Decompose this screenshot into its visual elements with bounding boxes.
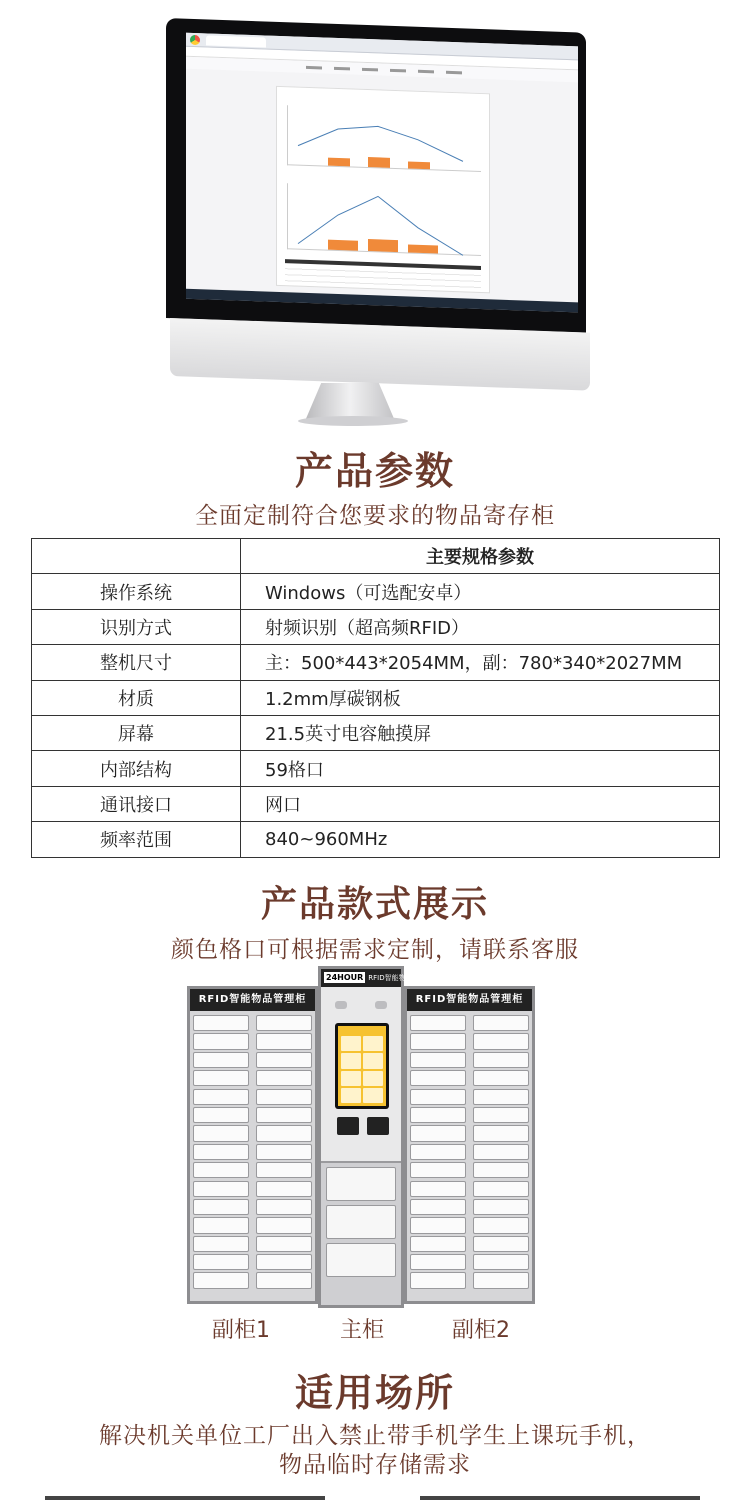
locker-door	[410, 1125, 466, 1141]
locker-door	[193, 1272, 249, 1288]
spec-table	[31, 538, 720, 858]
table-row	[32, 822, 720, 857]
locker-door	[473, 1217, 529, 1233]
locker-door	[193, 1089, 249, 1105]
card-reader-icon	[367, 1117, 389, 1135]
locker-column	[256, 1015, 312, 1291]
table-row	[32, 574, 720, 609]
spec-value: 网口	[241, 786, 720, 821]
side-cabinet-header: RFID智能物品管理柜	[190, 989, 315, 1011]
mini-chart-1	[287, 105, 481, 172]
spec-value: 射频识别（超高频RFID）	[241, 609, 720, 644]
locker-door	[193, 1162, 249, 1178]
locker-door	[193, 1217, 249, 1233]
locker-column	[193, 1015, 249, 1291]
locker-door	[193, 1125, 249, 1141]
spec-key: 整机尺寸	[32, 645, 241, 680]
locker-door	[410, 1089, 466, 1105]
locker-column	[473, 1015, 529, 1291]
locker-door	[410, 1254, 466, 1270]
locker-door	[256, 1052, 312, 1068]
spec-value: 1.2mm厚碳钢板	[241, 680, 720, 715]
main-cabinet-header-text: RFID智能物品管理柜	[368, 974, 434, 982]
locker-door	[256, 1254, 312, 1270]
monitor-foot	[298, 416, 408, 426]
locker-door	[256, 1125, 312, 1141]
locker-door	[410, 1162, 466, 1178]
locker-door	[193, 1181, 249, 1197]
usage-text-line1: 解决机关单位工厂出入禁止带手机学生上课玩手机，	[99, 1423, 651, 1449]
usage-text-line2: 物品临时存储需求	[279, 1452, 471, 1478]
table-row	[32, 715, 720, 750]
locker-door	[256, 1015, 312, 1031]
spec-key: 操作系统	[32, 574, 241, 609]
browser-tab	[206, 35, 266, 47]
locker-column	[410, 1015, 466, 1291]
spec-key: 内部结构	[32, 751, 241, 786]
params-subtitle: 全面定制符合您要求的物品寄存柜	[195, 503, 555, 529]
locker-door	[193, 1052, 249, 1068]
locker-door	[473, 1199, 529, 1215]
card-reader-icon	[337, 1117, 359, 1135]
spec-key: 通讯接口	[32, 786, 241, 821]
cabinet-label-side2: 副柜2	[452, 1318, 510, 1343]
locker-door	[256, 1144, 312, 1160]
locker-door	[256, 1217, 312, 1233]
spec-value: 21.5英寸电容触摸屏	[241, 715, 720, 750]
browser-logo-icon	[190, 35, 200, 45]
locker-door	[473, 1070, 529, 1086]
locker-door	[473, 1181, 529, 1197]
cabinet-image	[187, 966, 535, 1312]
locker-door	[410, 1107, 466, 1123]
monitor-bezel	[166, 18, 586, 333]
display-subtitle: 颜色格口可根据需求定制，请联系客服	[171, 937, 579, 963]
bottom-frame-edge	[420, 1496, 700, 1500]
locker-door	[256, 1107, 312, 1123]
spec-value: Windows（可选配安卓）	[241, 574, 720, 609]
locker-door	[256, 1070, 312, 1086]
locker-door	[256, 1181, 312, 1197]
main-locker-door	[326, 1167, 396, 1201]
locker-door	[473, 1125, 529, 1141]
table-row	[32, 645, 720, 680]
24hour-badge: 24HOUR	[326, 973, 364, 982]
spec-value: 主：500*443*2054MM，副：780*340*2027MM	[241, 645, 720, 680]
mini-table	[285, 259, 481, 290]
locker-door	[473, 1162, 529, 1178]
dashboard-page	[276, 86, 490, 293]
locker-door	[410, 1181, 466, 1197]
locker-door	[473, 1107, 529, 1123]
locker-door	[193, 1254, 249, 1270]
usage-title: 适用场所	[294, 1371, 455, 1415]
touch-screen-menu	[338, 1026, 386, 1106]
side-cabinet-1	[187, 986, 318, 1304]
locker-door	[256, 1162, 312, 1178]
locker-door	[410, 1015, 466, 1031]
taskbar	[186, 289, 578, 313]
spec-header-row	[32, 539, 720, 574]
locker-door	[410, 1217, 466, 1233]
params-title: 产品参数	[294, 449, 455, 493]
side-cabinet-2	[404, 986, 535, 1304]
spec-value: 59格口	[241, 751, 720, 786]
locker-door	[410, 1033, 466, 1049]
locker-door	[473, 1033, 529, 1049]
locker-columns	[407, 1011, 532, 1291]
spec-value: 840~960MHz	[241, 822, 720, 857]
cabinet-label-main: 主柜	[340, 1318, 385, 1343]
locker-door	[410, 1144, 466, 1160]
camera-icon	[335, 1001, 347, 1009]
main-locker-door	[326, 1205, 396, 1239]
spec-header: 主要规格参数	[241, 539, 720, 574]
main-cabinet	[318, 966, 434, 1308]
locker-door	[193, 1236, 249, 1252]
spec-header-empty	[32, 539, 241, 574]
spec-key: 屏幕	[32, 715, 241, 750]
locker-door	[256, 1033, 312, 1049]
mini-chart-2	[287, 183, 481, 256]
spec-key: 频率范围	[32, 822, 241, 857]
locker-door	[473, 1015, 529, 1031]
table-row	[32, 609, 720, 644]
locker-door	[473, 1272, 529, 1288]
locker-door	[193, 1015, 249, 1031]
locker-door	[410, 1272, 466, 1288]
locker-door	[473, 1052, 529, 1068]
locker-door	[473, 1254, 529, 1270]
locker-door	[410, 1070, 466, 1086]
locker-door	[473, 1144, 529, 1160]
cabinet-label-side1: 副柜1	[212, 1318, 270, 1343]
main-locker-door	[326, 1243, 396, 1277]
locker-door	[193, 1107, 249, 1123]
locker-door	[473, 1089, 529, 1105]
side-cabinet-header: RFID智能物品管理柜	[407, 989, 532, 1011]
locker-door	[410, 1236, 466, 1252]
main-cabinet-panel	[321, 987, 401, 1163]
touch-screen	[335, 1023, 389, 1109]
locker-door	[256, 1236, 312, 1252]
main-cabinet-header	[321, 969, 434, 987]
locker-door	[410, 1199, 466, 1215]
camera-icon	[375, 1001, 387, 1009]
table-row	[32, 751, 720, 786]
locker-door	[193, 1033, 249, 1049]
locker-door	[193, 1070, 249, 1086]
table-row	[32, 680, 720, 715]
spec-key: 识别方式	[32, 609, 241, 644]
locker-door	[256, 1089, 312, 1105]
locker-door	[193, 1199, 249, 1215]
monitor-screen	[186, 33, 578, 313]
locker-door	[193, 1144, 249, 1160]
display-title: 产品款式展示	[260, 884, 489, 925]
locker-columns	[190, 1011, 315, 1291]
locker-door	[473, 1236, 529, 1252]
monitor-image	[160, 18, 590, 423]
table-row	[32, 786, 720, 821]
spec-key: 材质	[32, 680, 241, 715]
locker-door	[256, 1272, 312, 1288]
locker-door	[256, 1199, 312, 1215]
locker-door	[410, 1052, 466, 1068]
bottom-frame-edge	[45, 1496, 325, 1500]
